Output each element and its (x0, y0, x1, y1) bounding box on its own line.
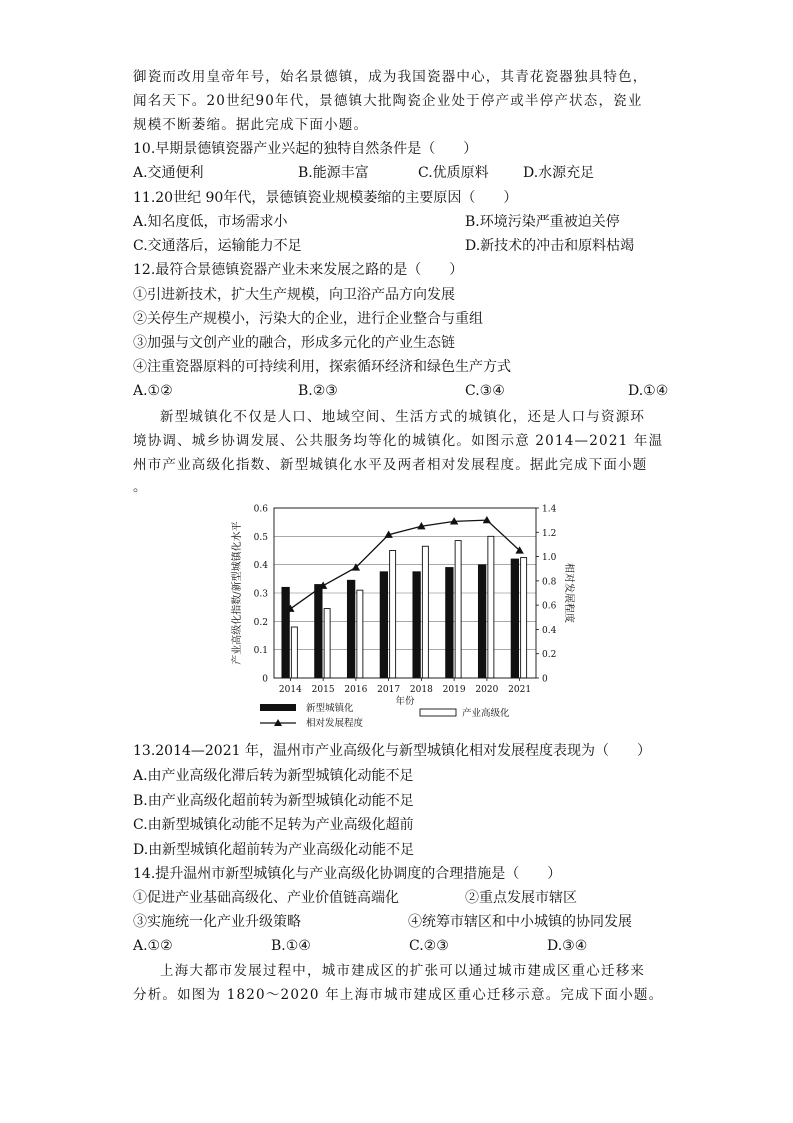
q13-option-a[interactable]: A.由产业高级化滞后转为新型城镇化动能不足 (133, 768, 414, 784)
intro1-line-2: 闻名天下。20世纪90年代，景德镇大批陶瓷企业处于停产或半停产状态，瓷业 (133, 93, 643, 109)
intro2-line-1: 新型城镇化不仅是人口、地域空间、生活方式的城镇化，还是人口与资源环 (160, 409, 646, 425)
y2-tick-label: 1.2 (542, 528, 557, 539)
q13-stem: 13.2014—2021 年，温州市产业高级化与新型城镇化相对发展程度表现为（ ） (133, 743, 651, 759)
q14-statement-1: ①促进产业基础高级化、产业价值链高端化 (133, 890, 399, 906)
q11-option-b[interactable]: B.环境污染严重被迫关停 (465, 214, 620, 230)
q10-option-d[interactable]: D.水源充足 (523, 165, 595, 181)
q11-option-a[interactable]: A.知名度低，市场需求小 (133, 214, 288, 230)
q13-option-d[interactable]: D.由新型城镇化超前转为产业高级化动能不足 (133, 842, 415, 858)
x-tick-label: 2016 (344, 685, 368, 695)
q12-stem: 12.最符合景德镇瓷器产业未来发展之路的是（ ） (133, 262, 464, 278)
legend-label-urbanization: 新型城镇化 (306, 703, 354, 714)
bar-industry-upgrade (390, 551, 396, 679)
bar-urbanization (380, 572, 388, 678)
x-axis-title: 年份 (395, 696, 415, 707)
q11-option-c[interactable]: C.交通落后，运输能力不足 (133, 238, 302, 254)
q10-option-a[interactable]: A.交通便利 (133, 165, 204, 181)
intro2-line-4: 。 (133, 479, 148, 495)
bar-urbanization (413, 572, 421, 678)
bar-industry-upgrade (521, 558, 527, 678)
bar-urbanization (282, 587, 290, 678)
x-tick-label: 2021 (508, 685, 532, 695)
q14-statement-4: ④统筹市辖区和中小城镇的协同发展 (408, 914, 632, 930)
x-tick-label: 2020 (475, 685, 499, 695)
bar-industry-upgrade (455, 541, 461, 678)
chart-legend (260, 702, 510, 729)
q14-option-a[interactable]: A.①② (133, 938, 173, 954)
intro2-line-2: 境协调、城乡协调发展、公共服务均等化的城镇化。如图示意 2014—2021 年温 (133, 433, 664, 449)
x-tick-label: 2017 (377, 685, 401, 695)
bar-industry-upgrade (488, 536, 494, 678)
bar-urbanization (478, 565, 486, 678)
y-tick-label: 0.2 (253, 617, 268, 628)
q14-option-d[interactable]: D.③④ (547, 938, 588, 954)
q10-option-c[interactable]: C.优质原料 (418, 165, 489, 181)
bar-industry-upgrade (324, 609, 330, 678)
y2-tick-label: 0 (542, 674, 548, 685)
y-tick-label: 0.3 (253, 589, 268, 600)
legend-swatch-industry (420, 709, 456, 716)
y-tick-label: 0.6 (253, 504, 268, 515)
intro1-line-1: 御瓷而改用皇帝年号，始名景德镇，成为我国瓷器中心，其青花瓷器独具特色， (133, 69, 648, 85)
q14-statement-3: ③实施统一化产业升级策略 (133, 914, 301, 930)
bar-urbanization (347, 580, 355, 678)
x-tick-label: 2018 (409, 685, 433, 695)
y-tick-label: 0.5 (253, 532, 268, 543)
bar-urbanization (511, 559, 519, 678)
q14-option-c[interactable]: C.②③ (409, 938, 449, 954)
y2-tick-label: 1.0 (542, 553, 557, 564)
q12-statement-1: ①引进新技术，扩大生产规模，向卫浴产品方向发展 (133, 287, 455, 303)
q12-option-c[interactable]: C.③④ (465, 383, 505, 399)
y-tick-label: 0.1 (253, 646, 268, 657)
x-tick-label: 2019 (442, 685, 466, 695)
bar-industry-upgrade (357, 590, 363, 678)
q13-option-b[interactable]: B.由产业高级化超前转为新型城镇化动能不足 (133, 793, 414, 809)
intro2-line-3: 州市产业高级化指数、新型城镇化水平及两者相对发展程度。据此完成下面小题 (133, 457, 648, 473)
y-tick-label: 0 (262, 674, 268, 685)
q10-stem: 10.早期景德镇瓷器产业兴起的独特自然条件是（ ） (133, 141, 478, 157)
bar-industry-upgrade (422, 546, 428, 678)
bar-industry-upgrade (291, 627, 297, 678)
intro3-line-1: 上海大都市发展过程中，城市建成区的扩张可以通过城市建成区重心迁移来 (160, 963, 646, 979)
intro3-line-2: 分析。如图为 1820～2020 年上海市城市建成区重心迁移示意。完成下面小题。 (133, 987, 664, 1003)
intro1-line-3: 规模不断萎缩。据此完成下面小题。 (133, 117, 369, 133)
x-tick-label: 2015 (311, 685, 335, 695)
urbanization-chart (222, 496, 574, 729)
legend-swatch-urbanization (260, 704, 296, 711)
q14-statement-2: ②重点发展市辖区 (465, 890, 577, 906)
q12-option-a[interactable]: A.①② (133, 383, 173, 399)
q11-option-d[interactable]: D.新技术的冲击和原料枯竭 (465, 238, 635, 254)
chart-bars (282, 536, 527, 678)
bar-urbanization (315, 585, 323, 679)
y2-tick-label: 1.4 (542, 504, 557, 515)
q10-option-b[interactable]: B.能源丰富 (298, 165, 369, 181)
legend-label-relative: 相对发展程度 (306, 718, 364, 729)
q12-statement-4: ④注重瓷器原料的可持续利用，探索循环经济和绿色生产方式 (133, 359, 511, 375)
y2-tick-label: 0.8 (542, 577, 557, 588)
y2-tick-label: 0.6 (542, 601, 557, 612)
x-tick-label: 2014 (278, 685, 302, 695)
q12-option-d[interactable]: D.①④ (628, 383, 669, 399)
q12-statement-2: ②关停生产规模小，污染大的企业，进行企业整合与重组 (133, 311, 483, 327)
q12-option-b[interactable]: B.②③ (298, 383, 338, 399)
y2-tick-label: 0.4 (542, 625, 557, 636)
q14-stem: 14.提升温州市新型城镇化与产业高级化协调度的合理措施是（ ） (133, 866, 562, 882)
q12-statement-3: ③加强与文创产业的融合，形成多元化的产业生态链 (133, 335, 455, 351)
y2-tick-label: 0.2 (542, 650, 557, 661)
q13-option-c[interactable]: C.由新型城镇化动能不足转为产业高级化超前 (133, 817, 414, 833)
y-axis-title: 产业高级化指数/新型城镇化水平 (232, 521, 243, 665)
q14-option-b[interactable]: B.①④ (271, 938, 311, 954)
bar-urbanization (446, 568, 454, 679)
q11-stem: 11.20世纪 90年代，景德镇瓷业规模萎缩的主要原因（ ） (133, 190, 518, 206)
y2-axis-title: 相对发展程度 (563, 563, 574, 623)
chart-axes (274, 508, 539, 681)
legend-label-industry: 产业高级化 (462, 708, 510, 719)
y-tick-label: 0.4 (253, 561, 268, 572)
